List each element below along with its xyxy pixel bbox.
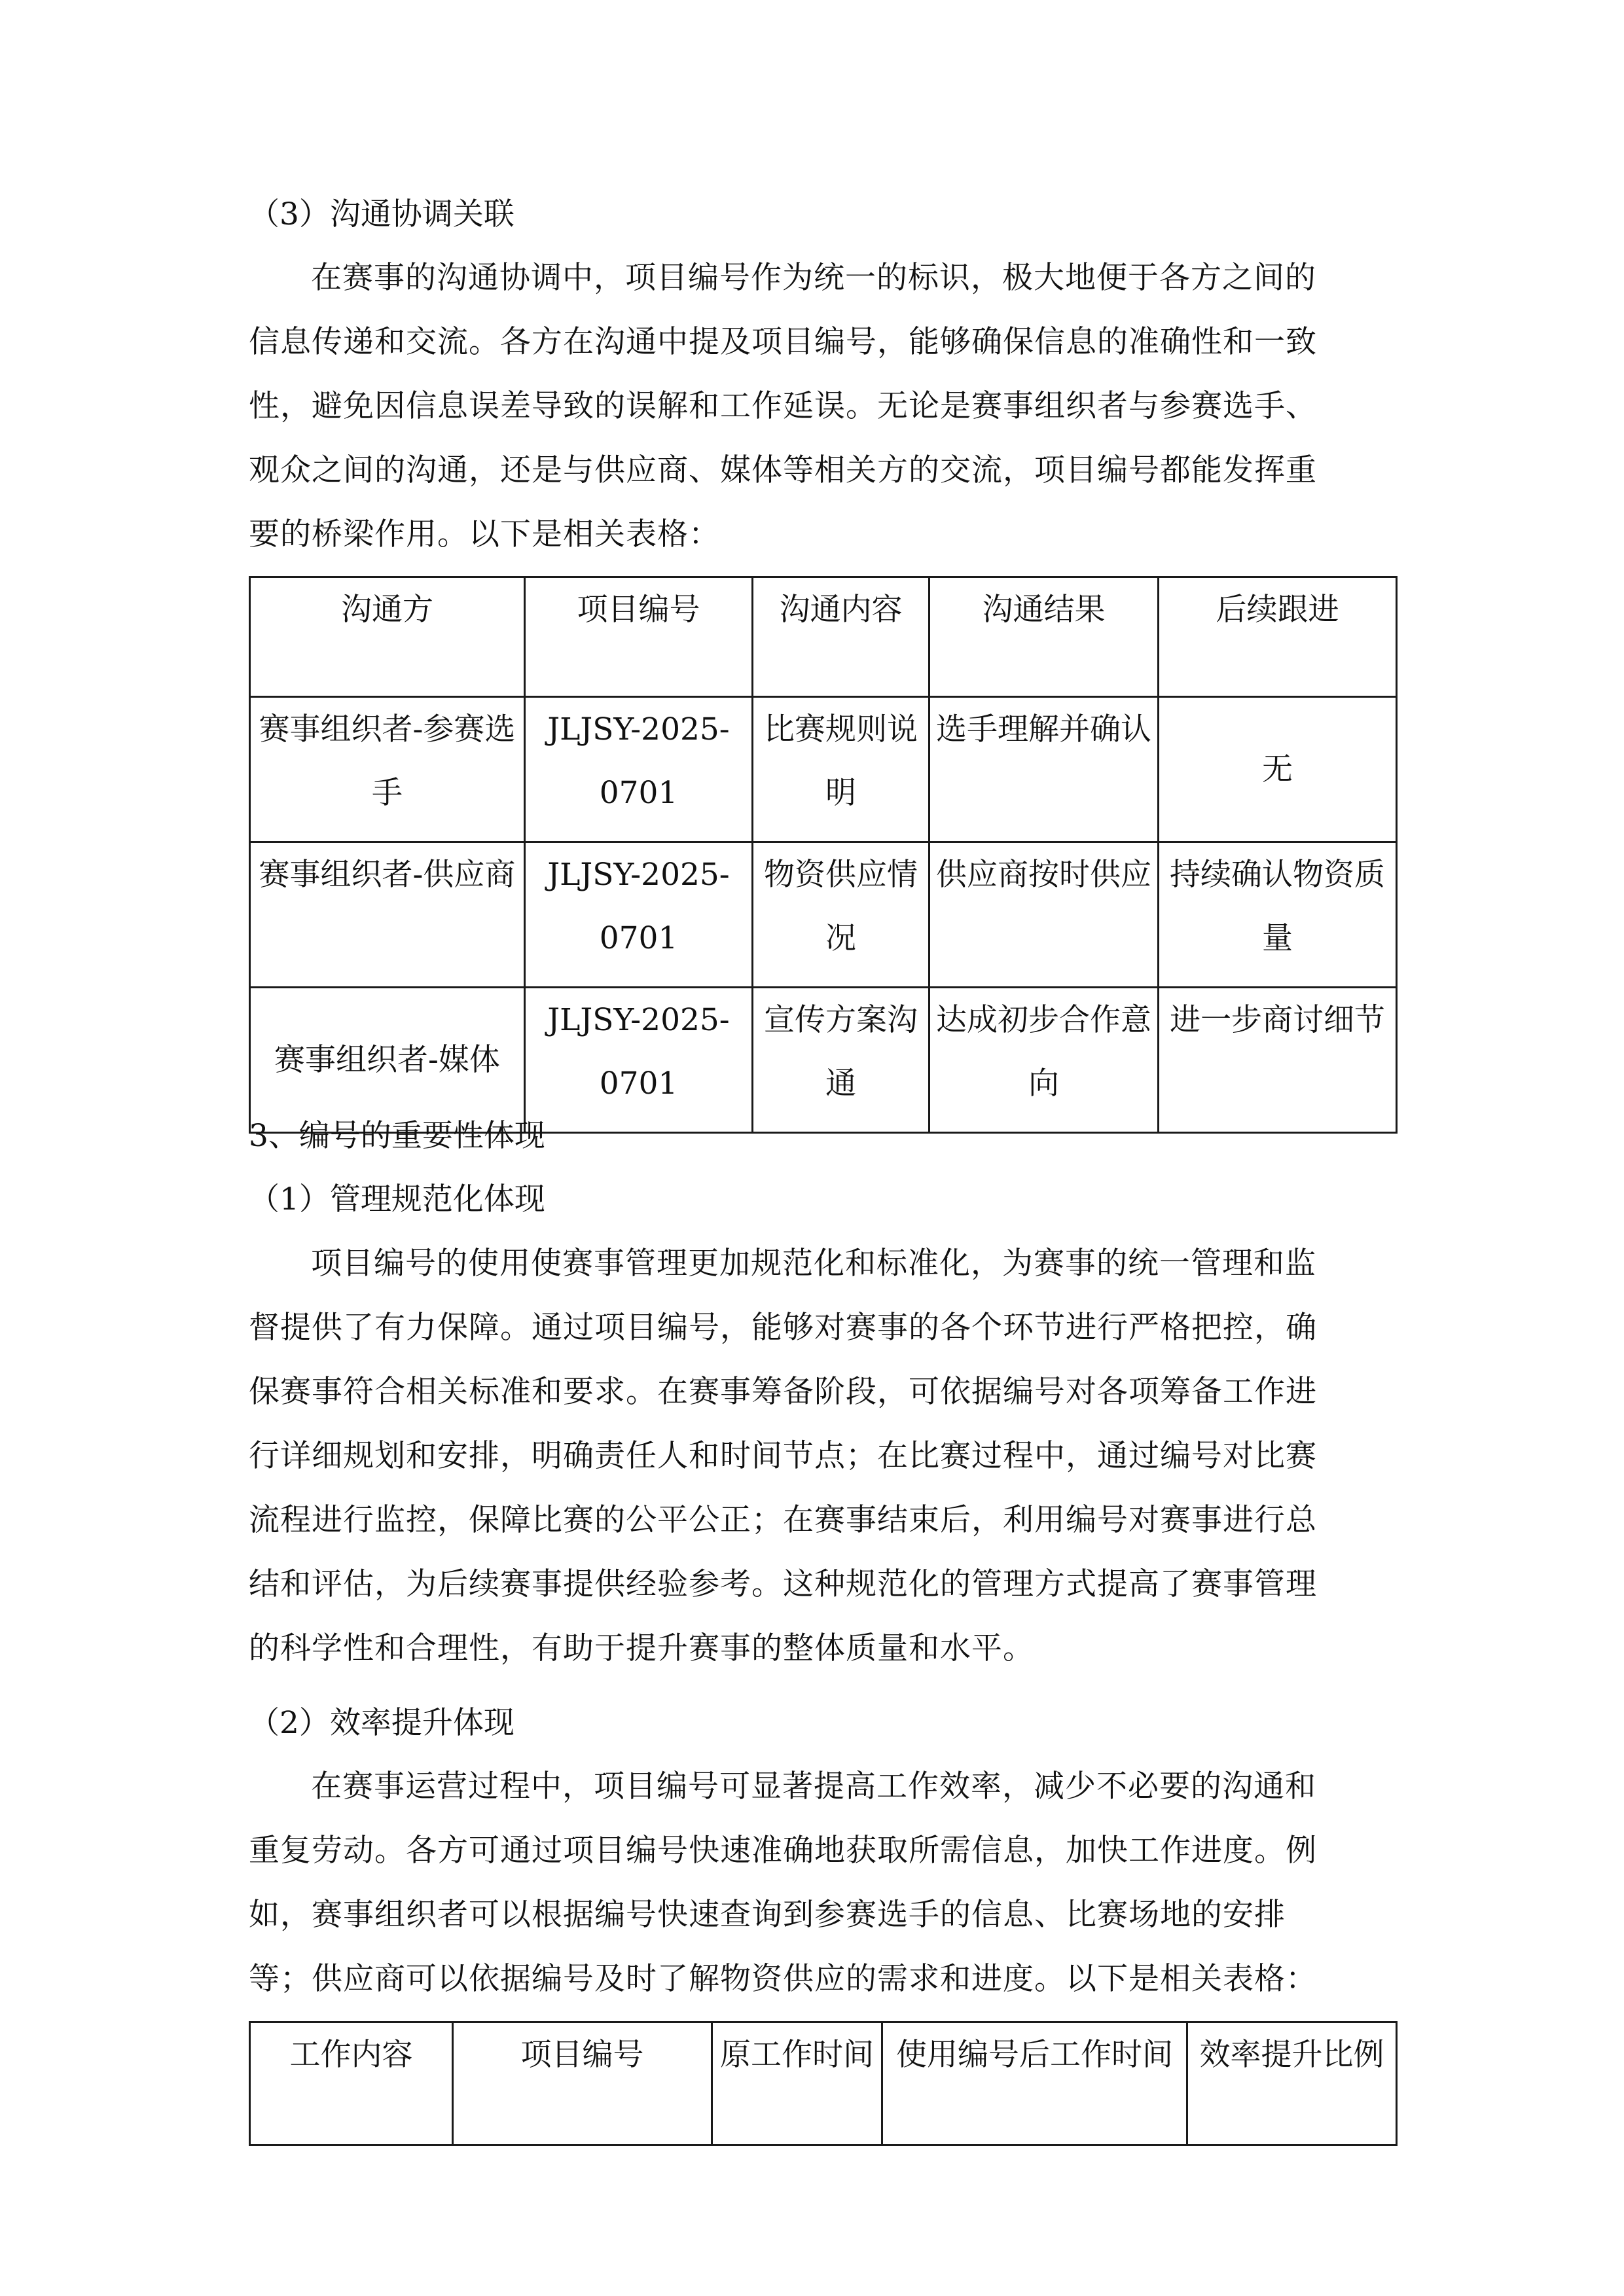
- table-cell: 物资供应情况: [753, 842, 929, 988]
- paragraph-line: 行详细规划和安排，明确责任人和时间节点；在比赛过程中，通过编号对比赛: [249, 1438, 1317, 1474]
- header-cell: 使用编号后工作时间: [882, 2022, 1187, 2145]
- header-cell: 后续跟进: [1159, 577, 1397, 697]
- header-cell: 原工作时间: [712, 2022, 882, 2145]
- paragraph-line: 重复劳动。各方可通过项目编号快速准确地获取所需信息，加快工作进度。例: [249, 1833, 1317, 1869]
- header-cell: 沟通结果: [929, 577, 1159, 697]
- header-cell: 工作内容: [250, 2022, 453, 2145]
- section-heading-management: （1）管理规范化体现: [249, 1181, 545, 1217]
- table-row: [250, 842, 1397, 988]
- table-cell: 赛事组织者-供应商: [250, 842, 525, 988]
- paragraph-line: 要的桥梁作用。以下是相关表格：: [249, 516, 720, 552]
- header-cell: 沟通方: [250, 577, 525, 697]
- table-cell: 比赛规则说明: [753, 697, 929, 842]
- table-cell: 宣传方案沟通: [753, 988, 929, 1133]
- paragraph-line: 性，避免因信息误差导致的误解和工作延误。无论是赛事组织者与参赛选手、: [249, 388, 1317, 424]
- table-header-row: [250, 577, 1397, 697]
- paragraph-line: 流程进行监控，保障比赛的公平公正；在赛事结束后，利用编号对赛事进行总: [249, 1502, 1317, 1538]
- paragraph-line: 等；供应商可以依据编号及时了解物资供应的需求和进度。以下是相关表格：: [249, 1961, 1317, 1997]
- section-heading-communication: （3）沟通协调关联: [249, 196, 514, 232]
- table-row: [250, 697, 1397, 842]
- paragraph-line: 如，赛事组织者可以根据编号快速查询到参赛选手的信息、比赛场地的安排: [249, 1897, 1286, 1933]
- table-cell: JLJSY-2025-0701: [525, 842, 753, 988]
- table-cell: JLJSY-2025-0701: [525, 697, 753, 842]
- efficiency-table: [249, 2021, 1398, 2146]
- paragraph-line: 观众之间的沟通，还是与供应商、媒体等相关方的交流，项目编号都能发挥重: [249, 452, 1317, 488]
- table-cell: 进一步商讨细节: [1159, 988, 1397, 1133]
- section-heading-importance: 3、编号的重要性体现: [249, 1118, 545, 1154]
- communication-table: [249, 576, 1398, 1134]
- table-cell: 达成初步合作意向: [929, 988, 1159, 1133]
- table-header-row: [250, 2022, 1397, 2145]
- paragraph-line: 的科学性和合理性，有助于提升赛事的整体质量和水平。: [249, 1630, 1034, 1666]
- header-cell: 项目编号: [453, 2022, 712, 2145]
- table-cell: 持续确认物资质量: [1159, 842, 1397, 988]
- header-cell: 沟通内容: [753, 577, 929, 697]
- header-cell: 项目编号: [525, 577, 753, 697]
- table-cell: 选手理解并确认: [929, 697, 1159, 842]
- table-cell: 赛事组织者-参赛选手: [250, 697, 525, 842]
- table-cell: 赛事组织者-媒体: [250, 988, 525, 1133]
- header-cell: 效率提升比例: [1187, 2022, 1397, 2145]
- paragraph-line: 保赛事符合相关标准和要求。在赛事筹备阶段，可依据编号对各项筹备工作进: [249, 1374, 1317, 1410]
- table-cell: 无: [1159, 697, 1397, 842]
- paragraph-line: 项目编号的使用使赛事管理更加规范化和标准化，为赛事的统一管理和监: [311, 1246, 1316, 1282]
- paragraph-line: 结和评估，为后续赛事提供经验参考。这种规范化的管理方式提高了赛事管理: [249, 1566, 1317, 1602]
- table-row: [250, 988, 1397, 1133]
- paragraph-line: 信息传递和交流。各方在沟通中提及项目编号，能够确保信息的准确性和一致: [249, 324, 1317, 360]
- paragraph-line: 督提供了有力保障。通过项目编号，能够对赛事的各个环节进行严格把控，确: [249, 1310, 1317, 1346]
- section-heading-efficiency: （2）效率提升体现: [249, 1705, 514, 1741]
- paragraph-line: 在赛事运营过程中，项目编号可显著提高工作效率，减少不必要的沟通和: [311, 1768, 1316, 1804]
- paragraph-line: 在赛事的沟通协调中，项目编号作为统一的标识，极大地便于各方之间的: [311, 260, 1316, 296]
- table-cell: JLJSY-2025-0701: [525, 988, 753, 1133]
- table-cell: 供应商按时供应: [929, 842, 1159, 988]
